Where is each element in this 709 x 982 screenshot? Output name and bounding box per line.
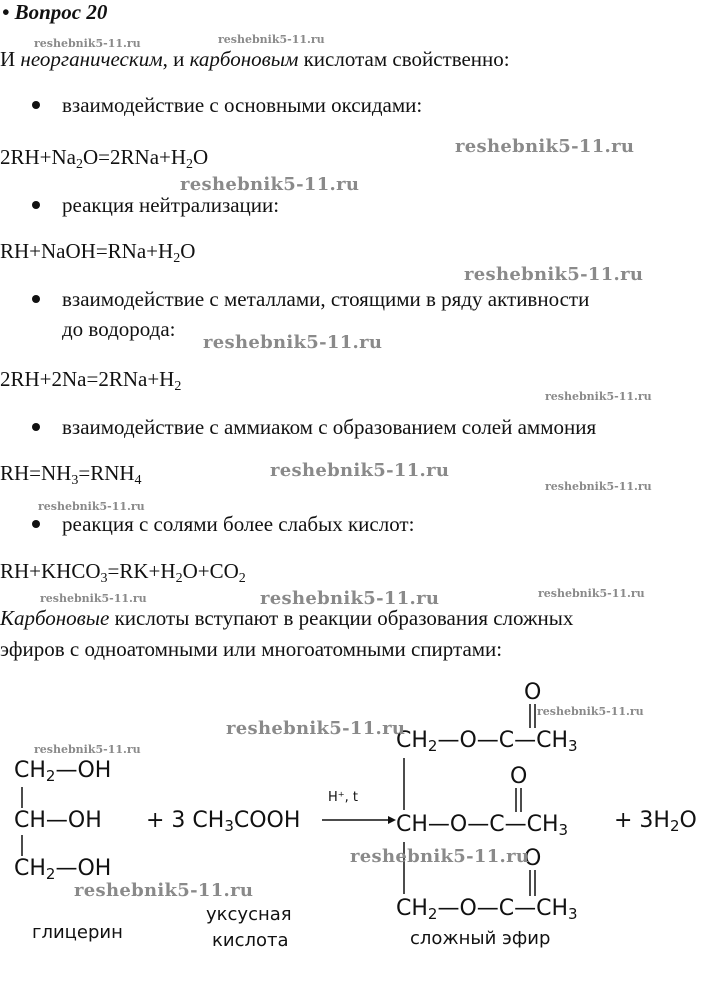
caption-acid-line-1: уксусная: [206, 904, 292, 925]
reaction-arrow-head: [388, 816, 396, 824]
equation-2: $RH+NaOH=RNa+H_2O$: [0, 239, 196, 266]
watermark: reshebnik5-11.ru: [270, 460, 450, 481]
caption-acid-line-2: кислота: [212, 930, 289, 951]
watermark: reshebnik5-11.ru: [203, 332, 383, 353]
watermark: reshebnik5-11.ru: [537, 705, 644, 718]
caption-glycerol: глицерин: [32, 922, 123, 943]
watermark: reshebnik5-11.ru: [34, 37, 141, 50]
glycerol-row-2: CH—OH: [14, 808, 102, 833]
watermark: reshebnik5-11.ru: [260, 588, 440, 609]
question-title: • Вопрос 20: [2, 0, 108, 24]
watermark: reshebnik5-11.ru: [40, 592, 147, 605]
watermark: reshebnik5-11.ru: [74, 880, 254, 901]
carbonyl-oxygen-1: O: [524, 680, 542, 705]
equation-4: $RH=NH_3=RNH_4$: [0, 461, 142, 488]
intro-part-3: кислотам свойственно:: [298, 47, 510, 71]
bullet-dot: [32, 295, 40, 303]
watermark: reshebnik5-11.ru: [538, 587, 645, 600]
watermark: reshebnik5-11.ru: [545, 390, 652, 403]
carbonyl-oxygen-2: O: [510, 764, 528, 789]
intro-emphasis-carboxylic: карбоновым: [189, 47, 299, 71]
carbonyl-oxygen-3: O: [524, 846, 542, 871]
intro-part-1: И: [0, 47, 21, 71]
outro-emphasis: Карбоновые: [0, 606, 110, 630]
watermark: reshebnik5-11.ru: [455, 136, 635, 157]
equation-3: $2RH+2Na=2RNa+H_2$: [0, 367, 182, 394]
watermark: reshebnik5-11.ru: [464, 264, 644, 285]
intro-part-2: , и: [162, 47, 190, 71]
ester-row-1: $CH_2—O—C—CH_3$: [396, 728, 578, 755]
bullet-item-3: взаимодействие с металлами, стоящими в ряду активности: [62, 287, 590, 311]
caption-ester: сложный эфир: [410, 928, 551, 949]
equation-1: $2RH+Na_2O=2RNa+H_2O$: [0, 145, 209, 172]
bullet-dot: [32, 201, 40, 209]
bullet-item-3-continued: до водорода:: [62, 317, 176, 341]
watermark: reshebnik5-11.ru: [38, 500, 145, 513]
equation-5: $RH+KHCO_3=RK+H_2O+CO_2$: [0, 559, 246, 586]
bullet-dot: [32, 101, 40, 109]
intro-emphasis-inorganic: неорганическим: [20, 47, 163, 71]
watermark: reshebnik5-11.ru: [34, 743, 141, 756]
bullet-item-1: взаимодействие с основными оксидами:: [62, 93, 423, 117]
bullet-item-2: реакция нейтрализации:: [62, 193, 280, 217]
watermark: reshebnik5-11.ru: [350, 846, 530, 867]
watermark: reshebnik5-11.ru: [226, 718, 406, 739]
bullet-dot: [32, 520, 40, 528]
bullet-dot: [32, 423, 40, 431]
bullet-item-4: взаимодействие с аммиаком с образованием солей аммония: [62, 415, 597, 439]
acetic-acid-reagent: + 3 $CH_3COOH$: [146, 808, 301, 835]
water-product: + $3H_2O$: [614, 808, 697, 835]
glycerol-row-3: $CH_2—OH$: [14, 856, 112, 883]
ester-row-3: $CH_2—O—C—CH_3$: [396, 896, 578, 923]
bullet-item-5: реакция с солями более слабых кислот:: [62, 512, 415, 536]
glycerol-row-1: $CH_2—OH$: [14, 758, 112, 785]
arrow-condition-label: H⁺, t: [328, 790, 358, 805]
ester-row-2: $CH—O—C—CH_3$: [396, 812, 569, 839]
watermark: reshebnik5-11.ru: [545, 480, 652, 493]
outro-line-1: Карбоновые кислоты вступают в реакции образования сложных: [0, 606, 574, 630]
watermark: reshebnik5-11.ru: [180, 174, 360, 195]
outro-line-2: эфиров с одноатомными или многоатомными спиртами:: [0, 637, 503, 661]
watermark: reshebnik5-11.ru: [218, 33, 325, 46]
